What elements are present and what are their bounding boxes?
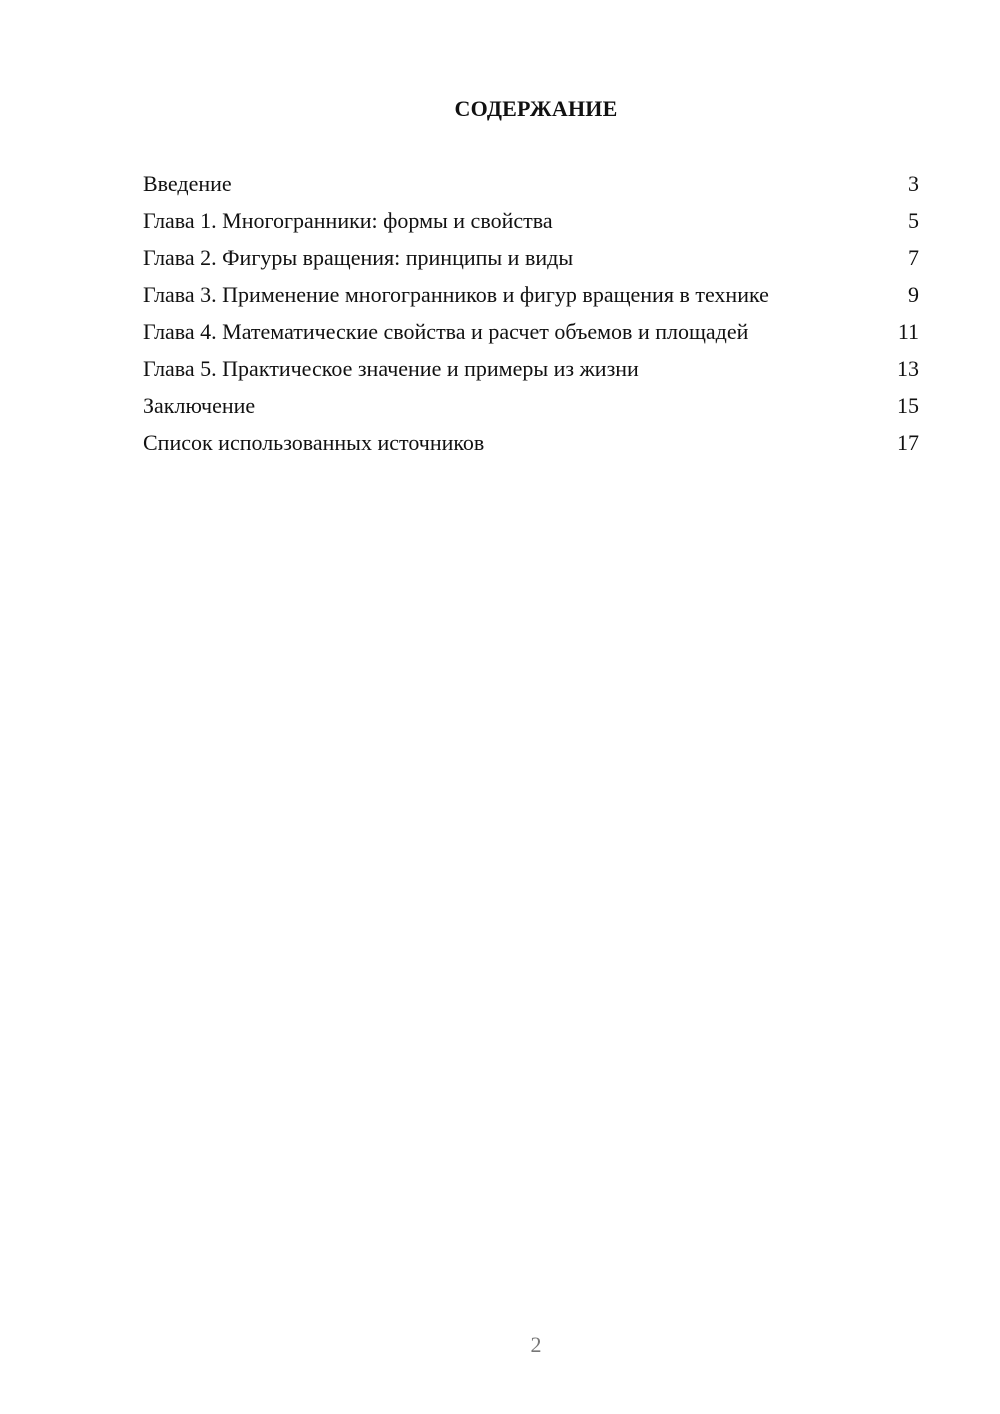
toc-entry-label: Глава 1. Многогранники: формы и свойства <box>143 208 553 233</box>
toc-entry-label: Список использованных источников <box>143 430 485 455</box>
toc-entry-conclusion <box>143 392 919 419</box>
toc-entry-page: 9 <box>908 282 919 307</box>
toc-entry-page: 13 <box>897 356 919 381</box>
toc-entry-chapter-4 <box>143 318 919 345</box>
toc-entry-page: 7 <box>908 245 919 270</box>
toc-entry-chapter-2 <box>143 244 919 271</box>
toc-entry-page: 5 <box>908 208 919 233</box>
toc-entry-chapter-3 <box>143 281 919 308</box>
toc-entry-page: 3 <box>908 171 919 196</box>
toc-entry-label: Глава 3. Применение многогранников и фигур вращения в технике <box>143 282 769 307</box>
toc-entry-label: Глава 5. Практическое значение и примеры из жизни <box>143 356 639 381</box>
toc-entry-page: 15 <box>897 393 919 418</box>
toc-entry-label: Введение <box>143 171 232 196</box>
page-number: 2 <box>530 1332 542 1357</box>
table-of-contents <box>143 170 919 466</box>
toc-entry-label: Глава 4. Математические свойства и расчет объемов и площадей <box>143 319 749 344</box>
toc-entry-page: 17 <box>897 430 919 455</box>
page-title: СОДЕРЖАНИЕ <box>454 96 618 121</box>
toc-entry-page: 11 <box>897 319 919 344</box>
toc-entry-introduction <box>143 170 919 197</box>
toc-entry-chapter-5 <box>143 355 919 382</box>
toc-entry-label: Глава 2. Фигуры вращения: принципы и виды <box>143 245 574 270</box>
toc-entry-label: Заключение <box>143 393 256 418</box>
toc-entry-chapter-1 <box>143 207 919 234</box>
toc-entry-references <box>143 429 919 456</box>
